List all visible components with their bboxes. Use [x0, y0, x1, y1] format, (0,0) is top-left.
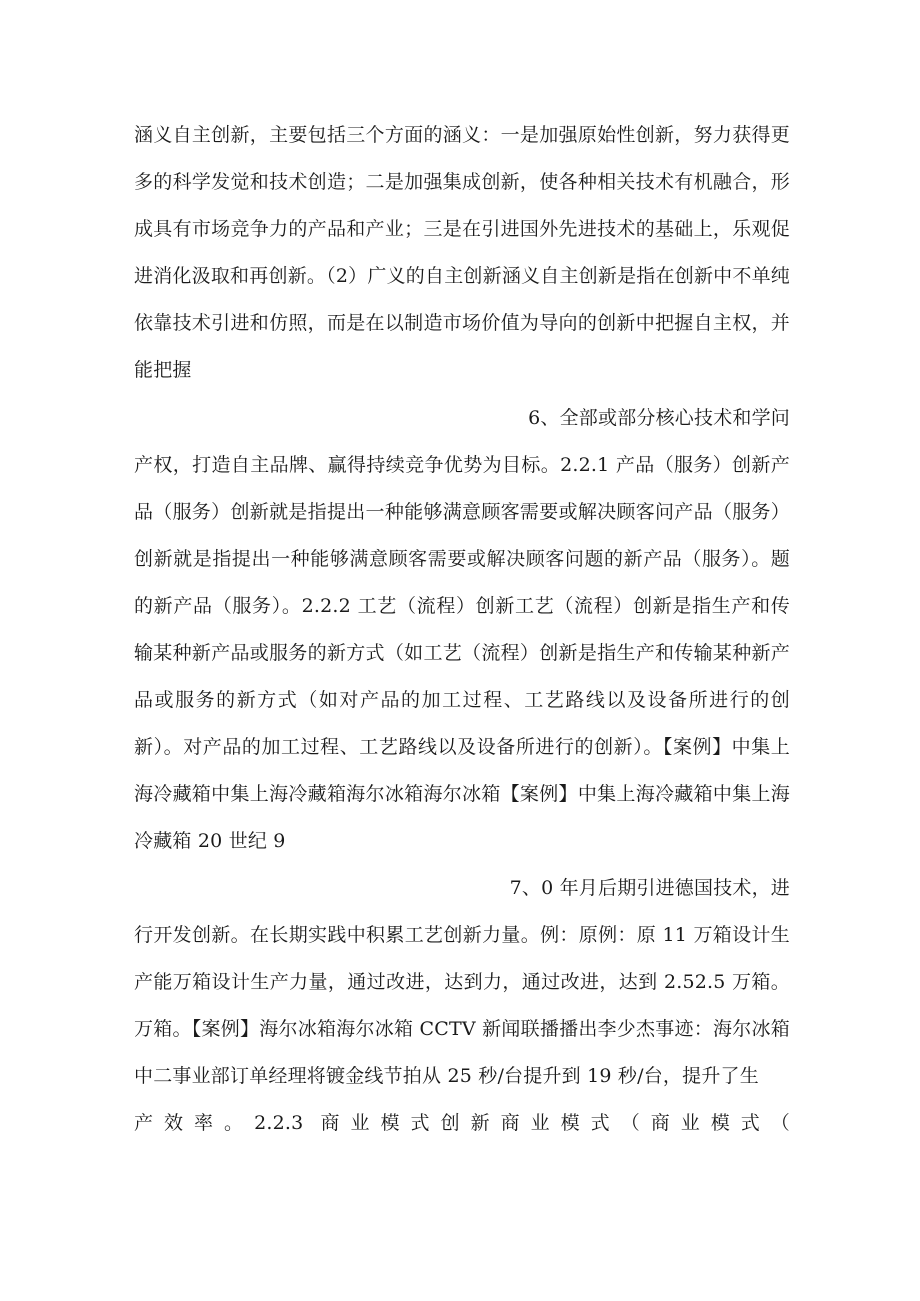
paragraph-self-innovation: 涵义自主创新，主要包括三个方面的涵义：一是加强原始性创新，努力获得更多的科学发觉和技术创造；二是加强集成创新，使各种相关技术有机融合，形成具有市场竞争力的产品和产业；三是在引进国外先进技术的基础上，乐观促进消化汲取和再创新。（2）广义的自主创新涵义自主创新是指在创新中不单纯依靠技术引进和仿照，而是在以制造市场价值为导向的创新中把握自主权，并能把握 — [134, 124, 790, 381]
paragraph-product-process-innovation: 产权，打造自主品牌、赢得持续竞争优势为目标。2.2.1 产品（服务）创新产品（服务）创新就是指提出一种能够满意顾客需要或解决顾客问产品（服务）创新就是指提出一种能够满意顾客需要或解决顾客问题的新产品（服务）。题的新产品（服务）。2.2.2 工艺（流程）创新工艺（流程）创新是指生产和传输某种新产品或服务的新方式（如工艺（流程）创新是指生产和传输某种新产品或服务的新方式（如对产品的加工过程、工艺路线以及设备所进行的创新）。对产品的加工过程、工艺路线以及设备所进行的创新）。【案例】中集上海冷藏箱中集上海冷藏箱海尔冰箱海尔冰箱【案例】中集上海冷藏箱中集上海冷藏箱 20 世纪 9 — [134, 454, 790, 852]
paragraph-haier-case-body: 行开发创新。在长期实践中积累工艺创新力量。例：原例：原 11 万箱设计生产能万箱设计生产力量，通过改进，达到力，通过改进，达到 2.52.5 万箱。万箱。【案例】海尔冰箱海尔冰箱 CCTV 新闻联播播出李少杰事迹：海尔冰箱中二事业部订单经理将镀金线节拍从 25 秒/台提升到 19 秒/台，提升了生 — [134, 924, 790, 1087]
paragraph-last-line: 产效率。2.2.3 商业模式创新商业模式（商业模式（ — [134, 1112, 790, 1134]
heading-item-7: 7、0 年月后期引进德国技术，进 — [509, 877, 790, 899]
paragraph-haier-case — [134, 912, 790, 1147]
heading-item-6: 6、全部或部分核心技术和学问 — [528, 407, 790, 429]
